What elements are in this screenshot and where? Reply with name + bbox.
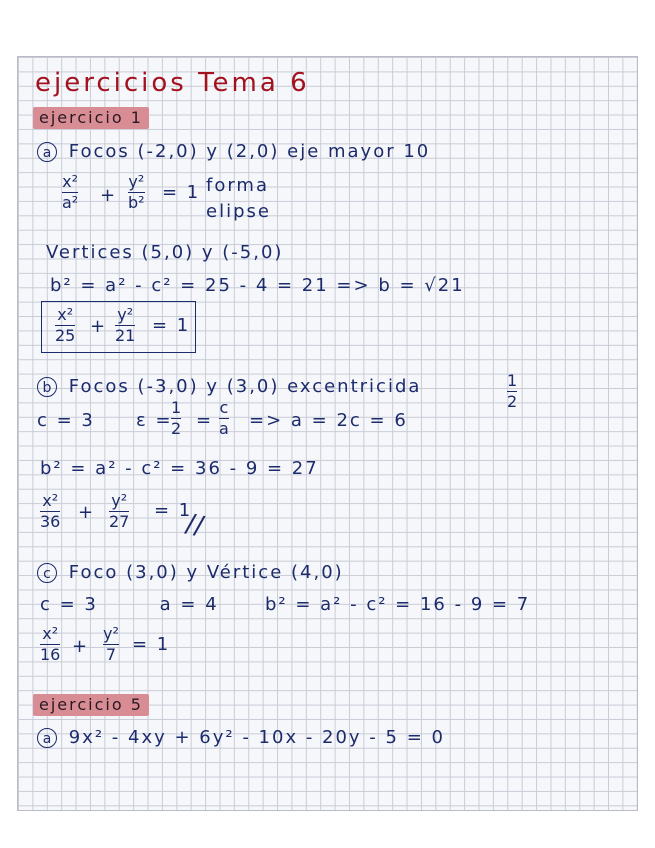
ex1-a-statement: [37, 141, 430, 162]
frac-denominator: a²: [62, 193, 79, 212]
frac-numerator: y²: [111, 491, 128, 510]
note-forma: forma: [206, 175, 269, 196]
frac-numerator: x²: [57, 305, 74, 324]
equals-sign: =: [196, 410, 214, 431]
frac-denominator: 16: [40, 645, 61, 664]
ex1-b-text: Focos (-3,0) y (3,0) excentricida: [68, 376, 422, 397]
fraction-x2-16: [40, 625, 60, 664]
fraction-y2-27: [109, 492, 129, 531]
fraction-y2-7: [103, 625, 119, 664]
item-a-marker: a: [37, 728, 57, 748]
item-a-marker: a: [37, 142, 57, 162]
ex1-a-b-calc: b² = a² - c² = 25 - 4 = 21 => b = √21: [50, 275, 465, 296]
frac-numerator: 1: [507, 371, 518, 390]
equals-one: = 1: [132, 634, 171, 655]
frac-numerator: y²: [128, 172, 145, 191]
frac-denominator: 27: [109, 512, 130, 531]
ex5-a-equation: 9x² - 4xy + 6y² - 10x - 20y - 5 = 0: [68, 727, 445, 748]
equals-one: = 1: [162, 182, 201, 203]
exercise-1-tag: ejercicio 1: [33, 107, 149, 129]
equals-one: = 1: [154, 500, 193, 521]
frac-numerator: y²: [103, 624, 119, 643]
a-result: => a = 2c = 6: [249, 410, 408, 431]
frac-numerator: x²: [42, 491, 59, 510]
frac-numerator: c: [219, 398, 229, 417]
frac-denominator: 2: [507, 392, 518, 411]
frac-numerator: x²: [62, 172, 79, 191]
frac-numerator: y²: [117, 305, 134, 324]
ex1-c-statement: [37, 562, 344, 583]
item-c-marker: c: [37, 563, 57, 583]
epsilon-label: ε =: [136, 410, 173, 431]
fraction-one-half-b: [171, 399, 181, 438]
item-b-marker: b: [37, 377, 57, 397]
fraction-x2-36: [40, 492, 60, 531]
ex1-a-text: Focos (-2,0) y (2,0) eje mayor 10: [68, 141, 431, 162]
ex1-c-values: c = 3 a = 4 b² = a² - c² = 16 - 9 = 7: [40, 594, 531, 615]
ex1-b-c-value: c = 3: [37, 410, 95, 431]
fraction-x2-a2: [62, 173, 78, 212]
ex1-b-statement: [37, 376, 421, 397]
ex1-b-b-calc: b² = a² - c² = 36 - 9 = 27: [40, 458, 319, 479]
equals-one: = 1: [152, 315, 191, 336]
plus-sign: +: [100, 185, 118, 206]
fraction-y2-b2: [128, 173, 145, 212]
ex1-a-vertices: Vertices (5,0) y (-5,0): [46, 242, 284, 263]
plus-sign: +: [72, 636, 90, 657]
page-title: ejercicios Tema 6: [35, 68, 310, 98]
note-elipse: elipse: [206, 201, 271, 222]
plus-sign: +: [90, 316, 108, 337]
frac-denominator: 25: [55, 326, 76, 345]
frac-denominator: 2: [171, 419, 182, 438]
frac-denominator: 21: [115, 326, 136, 345]
plus-sign: +: [78, 502, 96, 523]
fraction-c-a: [219, 399, 229, 438]
exercise-5-tag: ejercicio 5: [33, 694, 149, 716]
fraction-y2-21: [115, 306, 135, 345]
ex1-c-text: Foco (3,0) y Vértice (4,0): [68, 562, 344, 583]
ex5-a-statement: [37, 727, 445, 748]
frac-denominator: a: [219, 419, 229, 438]
frac-denominator: 7: [105, 645, 117, 664]
frac-denominator: 36: [40, 512, 61, 531]
frac-numerator: 1: [171, 398, 182, 417]
fraction-one-half: [507, 372, 517, 411]
end-mark: //: [183, 508, 207, 542]
fraction-x2-25: [55, 306, 75, 345]
frac-denominator: b²: [128, 193, 145, 212]
frac-numerator: x²: [42, 624, 59, 643]
